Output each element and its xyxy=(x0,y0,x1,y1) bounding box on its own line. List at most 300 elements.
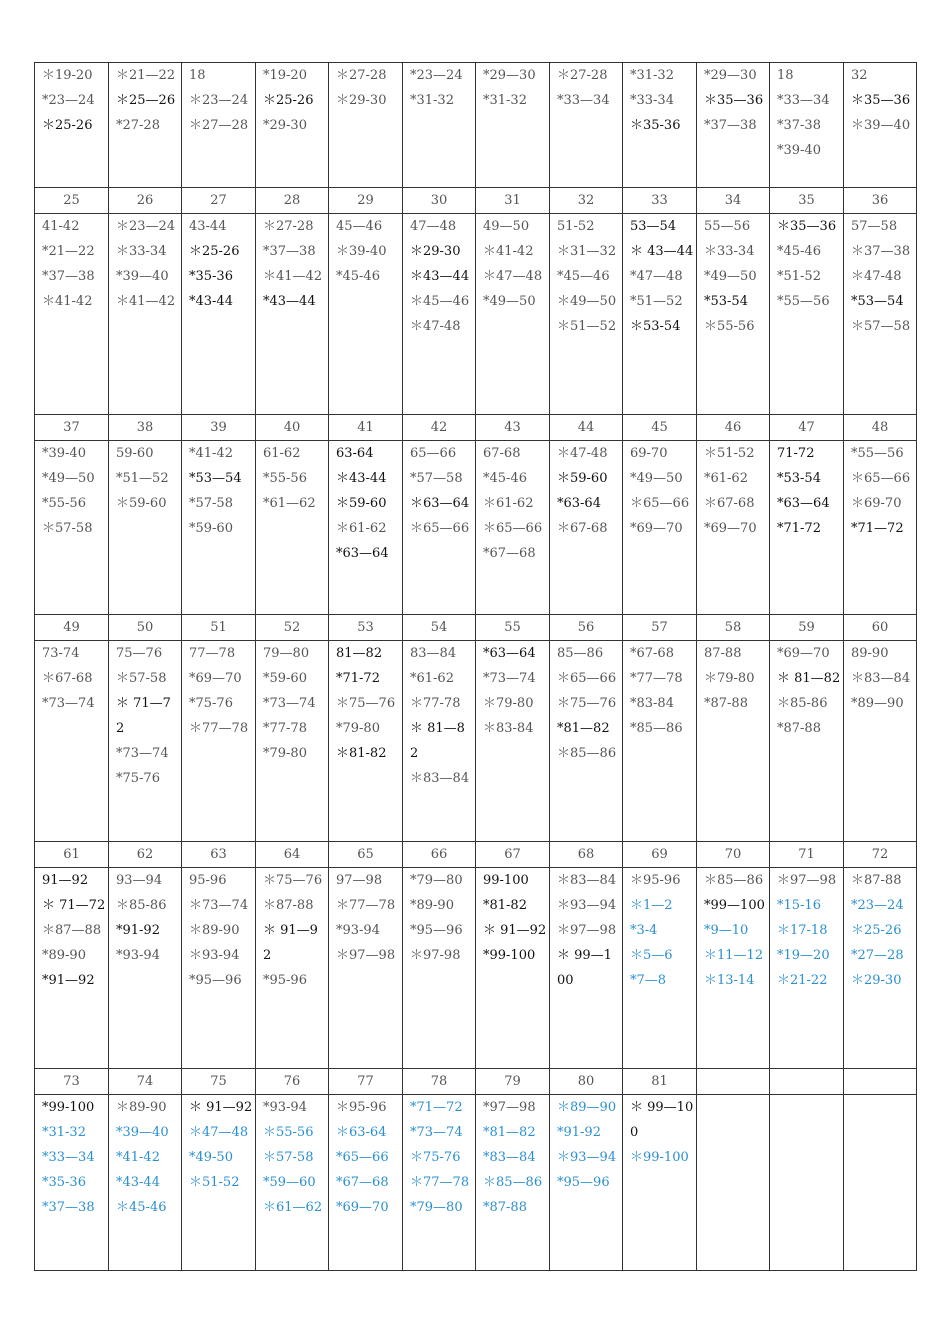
range-entry: 67-68 xyxy=(483,446,521,461)
range-entry: ＊85—86 xyxy=(704,873,764,888)
entries-cell xyxy=(844,641,917,842)
entries-cell xyxy=(403,641,476,842)
range-entry: ＊41-42 xyxy=(42,294,93,309)
range-entry: *39-40 xyxy=(777,143,821,158)
range-entry: ＊89-90 xyxy=(116,1100,167,1115)
day-number-cell: 53 xyxy=(329,615,403,641)
range-entry: *53—54 xyxy=(851,294,904,309)
range-entry: 91—92 xyxy=(42,873,89,888)
range-entry: ＊ 91—92 xyxy=(189,1100,253,1115)
range-entry: *23—24 xyxy=(851,898,904,913)
day-number-cell: 58 xyxy=(697,615,770,641)
range-entry: 18 xyxy=(189,68,206,83)
range-entry: *63—64 xyxy=(777,496,830,511)
range-entry: ＊35—36 xyxy=(851,93,911,108)
range-entry: *43-44 xyxy=(116,1175,160,1190)
range-entry: *7—8 xyxy=(630,973,667,988)
entries-cell xyxy=(182,868,256,1069)
range-entry: ＊55-56 xyxy=(263,1125,314,1140)
entries-cell xyxy=(35,214,109,415)
range-entry: ＊59-60 xyxy=(116,496,167,511)
range-entry: *79-80 xyxy=(263,746,307,761)
range-entry: *63-64 xyxy=(557,496,601,511)
entries-cell xyxy=(109,868,182,1069)
range-entry: ＊13-14 xyxy=(704,973,755,988)
day-number-cell: 71 xyxy=(770,842,844,868)
day-number-cell: 47 xyxy=(770,415,844,441)
range-entry: *99—100 xyxy=(704,898,765,913)
range-entry: ＊85—86 xyxy=(557,746,617,761)
range-entry: ＊23—24 xyxy=(116,219,176,234)
range-entry: *33—34 xyxy=(557,93,610,108)
entries-cell xyxy=(623,641,697,842)
range-entry: *55—56 xyxy=(851,446,904,461)
schedule-table xyxy=(34,62,917,1271)
day-number-cell: 46 xyxy=(697,415,770,441)
range-entry: ＊81-82 xyxy=(336,746,387,761)
range-entry: *49—50 xyxy=(42,471,95,486)
range-entry: ＊35-36 xyxy=(630,118,681,133)
range-entry: *49—50 xyxy=(630,471,683,486)
day-number-cell: 37 xyxy=(35,415,109,441)
day-number-cell: 56 xyxy=(550,615,623,641)
range-entry: *23—24 xyxy=(410,68,463,83)
range-entry: 43-44 xyxy=(189,219,227,234)
range-entry: *71—72 xyxy=(851,521,904,536)
range-entry: *37-38 xyxy=(777,118,821,133)
range-entry: ＊29-30 xyxy=(410,244,461,259)
range-entry: *71—72 xyxy=(410,1100,463,1115)
range-entry: *93-94 xyxy=(116,948,160,963)
range-entry: ＊67-68 xyxy=(704,496,755,511)
range-entry: ＊75—76 xyxy=(557,696,617,711)
range-entry: *27—28 xyxy=(851,948,904,963)
range-entry: *27-28 xyxy=(116,118,160,133)
day-number-cell: 34 xyxy=(697,188,770,214)
range-entry: ＊85—86 xyxy=(483,1175,543,1190)
day-number-cell xyxy=(697,1069,770,1095)
entries-cell xyxy=(182,641,256,842)
day-number-cell: 48 xyxy=(844,415,917,441)
entries-cell xyxy=(403,1095,476,1271)
day-number-cell: 65 xyxy=(329,842,403,868)
entries-row xyxy=(35,868,917,1069)
range-entry: *81—82 xyxy=(557,721,610,736)
range-entry: *93-94 xyxy=(336,923,380,938)
range-entry: ＊ 81—82 xyxy=(410,721,465,761)
range-entry: *45—46 xyxy=(557,269,610,284)
range-entry: *53—54 xyxy=(189,471,242,486)
range-entry: *51-52 xyxy=(777,269,821,284)
range-entry: *73—74 xyxy=(410,1125,463,1140)
range-entry: ＊47—48 xyxy=(189,1125,249,1140)
range-entry: *33-34 xyxy=(630,93,674,108)
range-entry: ＊61—62 xyxy=(263,1200,323,1215)
range-entry: *29—30 xyxy=(704,68,757,83)
day-number-cell: 54 xyxy=(403,615,476,641)
entries-cell xyxy=(844,214,917,415)
range-entry: 53—54 xyxy=(630,219,677,234)
entries-cell xyxy=(109,63,182,188)
range-entry: ＊97-98 xyxy=(410,948,461,963)
day-number-cell: 33 xyxy=(623,188,697,214)
range-entry: *37—38 xyxy=(42,269,95,284)
range-entry: ＊69-70 xyxy=(851,496,902,511)
range-entry: ＊75—76 xyxy=(336,696,396,711)
range-entry: *69—70 xyxy=(777,646,830,661)
entries-cell xyxy=(256,641,329,842)
range-entry: ＊21—22 xyxy=(116,68,176,83)
day-number-cell: 63 xyxy=(182,842,256,868)
range-entry: ＊97—98 xyxy=(557,923,617,938)
range-entry: *63—64 xyxy=(336,546,389,561)
range-entry: *87-88 xyxy=(704,696,748,711)
entries-cell xyxy=(476,441,550,615)
day-number-cell: 69 xyxy=(623,842,697,868)
range-entry: ＊57-58 xyxy=(42,521,93,536)
day-number-cell: 67 xyxy=(476,842,550,868)
range-entry: *81—82 xyxy=(483,1125,536,1140)
day-number-cell: 35 xyxy=(770,188,844,214)
range-entry: *35-36 xyxy=(189,269,233,284)
range-entry: ＊77—78 xyxy=(336,898,396,913)
range-entry: *59—60 xyxy=(263,1175,316,1190)
range-entry: *53-54 xyxy=(704,294,748,309)
range-entry: ＊31—32 xyxy=(557,244,617,259)
range-entry: ＊49—50 xyxy=(557,294,617,309)
entries-cell xyxy=(256,63,329,188)
day-number-cell: 74 xyxy=(109,1069,182,1095)
range-entry: ＊83—84 xyxy=(851,671,911,686)
range-entry: ＊27-28 xyxy=(557,68,608,83)
range-entry: ＊1—2 xyxy=(630,898,673,913)
range-entry: ＊27-28 xyxy=(336,68,387,83)
range-entry: ＊87-88 xyxy=(263,898,314,913)
entries-cell xyxy=(844,63,917,188)
range-entry: ＊83—84 xyxy=(557,873,617,888)
range-entry: ＊41—42 xyxy=(116,294,176,309)
range-entry: *57—58 xyxy=(410,471,463,486)
range-entry: ＊51-52 xyxy=(189,1175,240,1190)
range-entry: *57-58 xyxy=(189,496,233,511)
entries-row xyxy=(35,63,917,188)
entries-cell xyxy=(109,1095,182,1271)
range-entry: ＊65—66 xyxy=(630,496,690,511)
range-entry: *95—96 xyxy=(410,923,463,938)
entries-cell xyxy=(329,1095,403,1271)
range-entry: *89—90 xyxy=(851,696,904,711)
entries-cell xyxy=(697,868,770,1069)
range-entry: ＊77—78 xyxy=(189,721,249,736)
entries-cell xyxy=(476,868,550,1069)
range-entry: ＊67-68 xyxy=(557,521,608,536)
range-entry: ＊65—66 xyxy=(410,521,470,536)
entries-cell xyxy=(403,63,476,188)
range-entry: *9—10 xyxy=(704,923,749,938)
day-number-cell: 57 xyxy=(623,615,697,641)
range-entry: 83—84 xyxy=(410,646,457,661)
range-entry: *79-80 xyxy=(336,721,380,736)
day-number-cell: 49 xyxy=(35,615,109,641)
range-entry: *87-88 xyxy=(483,1200,527,1215)
range-entry: 41-42 xyxy=(42,219,80,234)
entries-cell xyxy=(35,63,109,188)
day-number-cell: 81 xyxy=(623,1069,697,1095)
entries-row xyxy=(35,641,917,842)
range-entry: ＊17-18 xyxy=(777,923,828,938)
range-entry: *69—70 xyxy=(704,521,757,536)
range-entry: *61-62 xyxy=(410,671,454,686)
day-number-cell: 61 xyxy=(35,842,109,868)
range-entry: ＊41—42 xyxy=(263,269,323,284)
range-entry: ＊85-86 xyxy=(116,898,167,913)
entries-cell xyxy=(182,63,256,188)
range-entry: *69—70 xyxy=(189,671,242,686)
range-entry: *77-78 xyxy=(263,721,307,736)
range-entry: *19-20 xyxy=(263,68,307,83)
range-entry: *31-32 xyxy=(410,93,454,108)
entries-cell xyxy=(623,63,697,188)
range-entry: 65—66 xyxy=(410,446,457,461)
entries-cell xyxy=(256,441,329,615)
range-entry: ＊33-34 xyxy=(116,244,167,259)
range-entry: *15-16 xyxy=(777,898,821,913)
range-entry: ＊25-26 xyxy=(851,923,902,938)
entries-cell xyxy=(770,214,844,415)
range-entry: *59-60 xyxy=(189,521,233,536)
range-entry: ＊51-52 xyxy=(704,446,755,461)
range-entry: *31-32 xyxy=(42,1125,86,1140)
range-entry: ＊23—24 xyxy=(189,93,249,108)
range-entry: ＊75—76 xyxy=(263,873,323,888)
range-entry: *3-4 xyxy=(630,923,658,938)
day-number-cell: 31 xyxy=(476,188,550,214)
range-entry: ＊ 91—92 xyxy=(483,923,547,938)
entries-cell xyxy=(770,868,844,1069)
entries-cell xyxy=(109,441,182,615)
range-entry: 49—50 xyxy=(483,219,530,234)
range-entry: 51-52 xyxy=(557,219,595,234)
range-entry: *55-56 xyxy=(263,471,307,486)
range-entry: 55—56 xyxy=(704,219,751,234)
range-entry: ＊11—12 xyxy=(704,948,764,963)
entries-cell xyxy=(770,63,844,188)
range-entry: ＊89—90 xyxy=(557,1100,617,1115)
range-entry: *41-42 xyxy=(116,1150,160,1165)
range-entry: ＊99-100 xyxy=(630,1150,689,1165)
range-entry: *23—24 xyxy=(42,93,95,108)
range-entry: *61-62 xyxy=(704,471,748,486)
entries-cell xyxy=(35,1095,109,1271)
range-entry: *45-46 xyxy=(336,269,380,284)
range-entry: ＊93—94 xyxy=(557,1150,617,1165)
entries-cell xyxy=(550,1095,623,1271)
range-entry: *31-32 xyxy=(630,68,674,83)
range-entry: ＊75-76 xyxy=(410,1150,461,1165)
range-entry: *19—20 xyxy=(777,948,830,963)
day-number-cell: 78 xyxy=(403,1069,476,1095)
day-number-cell: 30 xyxy=(403,188,476,214)
entries-row xyxy=(35,214,917,415)
range-entry: *71-72 xyxy=(336,671,380,686)
day-number-cell: 27 xyxy=(182,188,256,214)
range-entry: ＊25-26 xyxy=(42,118,93,133)
range-entry: ＊45—46 xyxy=(410,294,470,309)
entries-cell xyxy=(403,441,476,615)
day-number-cell: 62 xyxy=(109,842,182,868)
range-entry: *79—80 xyxy=(410,873,463,888)
range-entry: *75-76 xyxy=(116,771,160,786)
day-number-cell: 29 xyxy=(329,188,403,214)
header-row xyxy=(35,615,917,641)
entries-cell xyxy=(623,1095,697,1271)
range-entry: ＊27-28 xyxy=(263,219,314,234)
range-entry: *91-92 xyxy=(116,923,160,938)
range-entry: ＊47-48 xyxy=(557,446,608,461)
entries-cell xyxy=(844,1095,917,1271)
range-entry: *55—56 xyxy=(777,294,830,309)
range-entry: *79—80 xyxy=(410,1200,463,1215)
range-entry: ＊61-62 xyxy=(483,496,534,511)
range-entry: ＊95-96 xyxy=(336,1100,387,1115)
day-number-cell: 44 xyxy=(550,415,623,441)
entries-cell xyxy=(550,63,623,188)
range-entry: *33—34 xyxy=(777,93,830,108)
range-entry: ＊97—98 xyxy=(777,873,837,888)
range-entry: ＊35—36 xyxy=(777,219,837,234)
entries-cell xyxy=(476,63,550,188)
range-entry: ＊77—78 xyxy=(410,1175,470,1190)
range-entry: ＊63-64 xyxy=(336,1125,387,1140)
range-entry: *69—70 xyxy=(336,1200,389,1215)
entries-cell xyxy=(329,63,403,188)
entries-cell xyxy=(844,441,917,615)
entries-cell xyxy=(329,441,403,615)
range-entry: ＊43-44 xyxy=(336,471,387,486)
range-entry: ＊39-40 xyxy=(336,244,387,259)
range-entry: ＊73—74 xyxy=(189,898,249,913)
day-number-cell: 70 xyxy=(697,842,770,868)
range-entry: *45-46 xyxy=(483,471,527,486)
range-entry: 85—86 xyxy=(557,646,604,661)
range-entry: ＊19-20 xyxy=(42,68,93,83)
range-entry: *95-96 xyxy=(263,973,307,988)
day-number-cell: 60 xyxy=(844,615,917,641)
entries-cell xyxy=(476,214,550,415)
range-entry: ＊89-90 xyxy=(189,923,240,938)
entries-cell xyxy=(697,63,770,188)
range-entry: *49—50 xyxy=(704,269,757,284)
range-entry: *29-30 xyxy=(263,118,307,133)
entries-cell xyxy=(329,868,403,1069)
range-entry: ＊35—36 xyxy=(704,93,764,108)
range-entry: 77—78 xyxy=(189,646,236,661)
range-entry: ＊97—98 xyxy=(336,948,396,963)
range-entry: ＊59-60 xyxy=(557,471,608,486)
range-entry: *73—74 xyxy=(263,696,316,711)
day-number-cell: 77 xyxy=(329,1069,403,1095)
range-entry: *73—74 xyxy=(483,671,536,686)
range-entry: *83-84 xyxy=(630,696,674,711)
range-entry: ＊27—28 xyxy=(189,118,249,133)
range-entry: *39-40 xyxy=(42,446,86,461)
range-entry: *85—86 xyxy=(630,721,683,736)
range-entry: 59-60 xyxy=(116,446,154,461)
range-entry: ＊87—88 xyxy=(42,923,102,938)
range-entry: *93-94 xyxy=(263,1100,307,1115)
range-entry: *37—38 xyxy=(704,118,757,133)
range-entry: *39—40 xyxy=(116,269,169,284)
range-entry: ＊83-84 xyxy=(483,721,534,736)
day-number-cell: 26 xyxy=(109,188,182,214)
entries-cell xyxy=(844,868,917,1069)
range-entry: *45-46 xyxy=(777,244,821,259)
day-number-cell xyxy=(770,1069,844,1095)
range-entry: 47—48 xyxy=(410,219,457,234)
range-entry: ＊59-60 xyxy=(336,496,387,511)
entries-cell xyxy=(770,641,844,842)
day-number-cell: 32 xyxy=(550,188,623,214)
range-entry: ＊93-94 xyxy=(189,948,240,963)
entries-cell xyxy=(329,214,403,415)
range-entry: *81-82 xyxy=(483,898,527,913)
range-entry: 71-72 xyxy=(777,446,815,461)
range-entry: ＊61-62 xyxy=(336,521,387,536)
range-entry: *53-54 xyxy=(777,471,821,486)
day-number-cell: 64 xyxy=(256,842,329,868)
range-entry: *87-88 xyxy=(777,721,821,736)
range-entry: ＊47-48 xyxy=(851,269,902,284)
range-entry: ＊57-58 xyxy=(116,671,167,686)
entries-cell xyxy=(697,1095,770,1271)
range-entry: *61—62 xyxy=(263,496,316,511)
range-entry: 57—58 xyxy=(851,219,898,234)
entries-cell xyxy=(182,214,256,415)
entries-cell xyxy=(697,441,770,615)
day-number-cell: 51 xyxy=(182,615,256,641)
header-row xyxy=(35,188,917,214)
range-entry: ＊ 81—82 xyxy=(777,671,841,686)
range-entry: *55-56 xyxy=(42,496,86,511)
range-entry: 97—98 xyxy=(336,873,383,888)
day-number-cell: 75 xyxy=(182,1069,256,1095)
range-entry: ＊95-96 xyxy=(630,873,681,888)
entries-row xyxy=(35,1095,917,1271)
day-number-cell: 50 xyxy=(109,615,182,641)
range-entry: *43—44 xyxy=(263,294,316,309)
range-entry: ＊79-80 xyxy=(483,696,534,711)
entries-cell xyxy=(256,868,329,1069)
range-entry: *97—98 xyxy=(483,1100,536,1115)
entries-cell xyxy=(35,868,109,1069)
range-entry: *49—50 xyxy=(483,294,536,309)
range-entry: ＊57—58 xyxy=(851,319,911,334)
range-entry: 87-88 xyxy=(704,646,742,661)
range-entry: ＊51—52 xyxy=(557,319,617,334)
range-entry: ＊43—44 xyxy=(410,269,470,284)
range-entry: *39—40 xyxy=(116,1125,169,1140)
day-number-cell: 52 xyxy=(256,615,329,641)
day-number-cell: 38 xyxy=(109,415,182,441)
range-entry: ＊25—26 xyxy=(116,93,176,108)
range-entry: ＊ 71—72 xyxy=(42,898,106,913)
range-entry: *71-72 xyxy=(777,521,821,536)
day-number-cell: 76 xyxy=(256,1069,329,1095)
range-entry: *47—48 xyxy=(630,269,683,284)
range-entry: 75—76 xyxy=(116,646,163,661)
range-entry: *59-60 xyxy=(263,671,307,686)
header-row xyxy=(35,415,917,441)
